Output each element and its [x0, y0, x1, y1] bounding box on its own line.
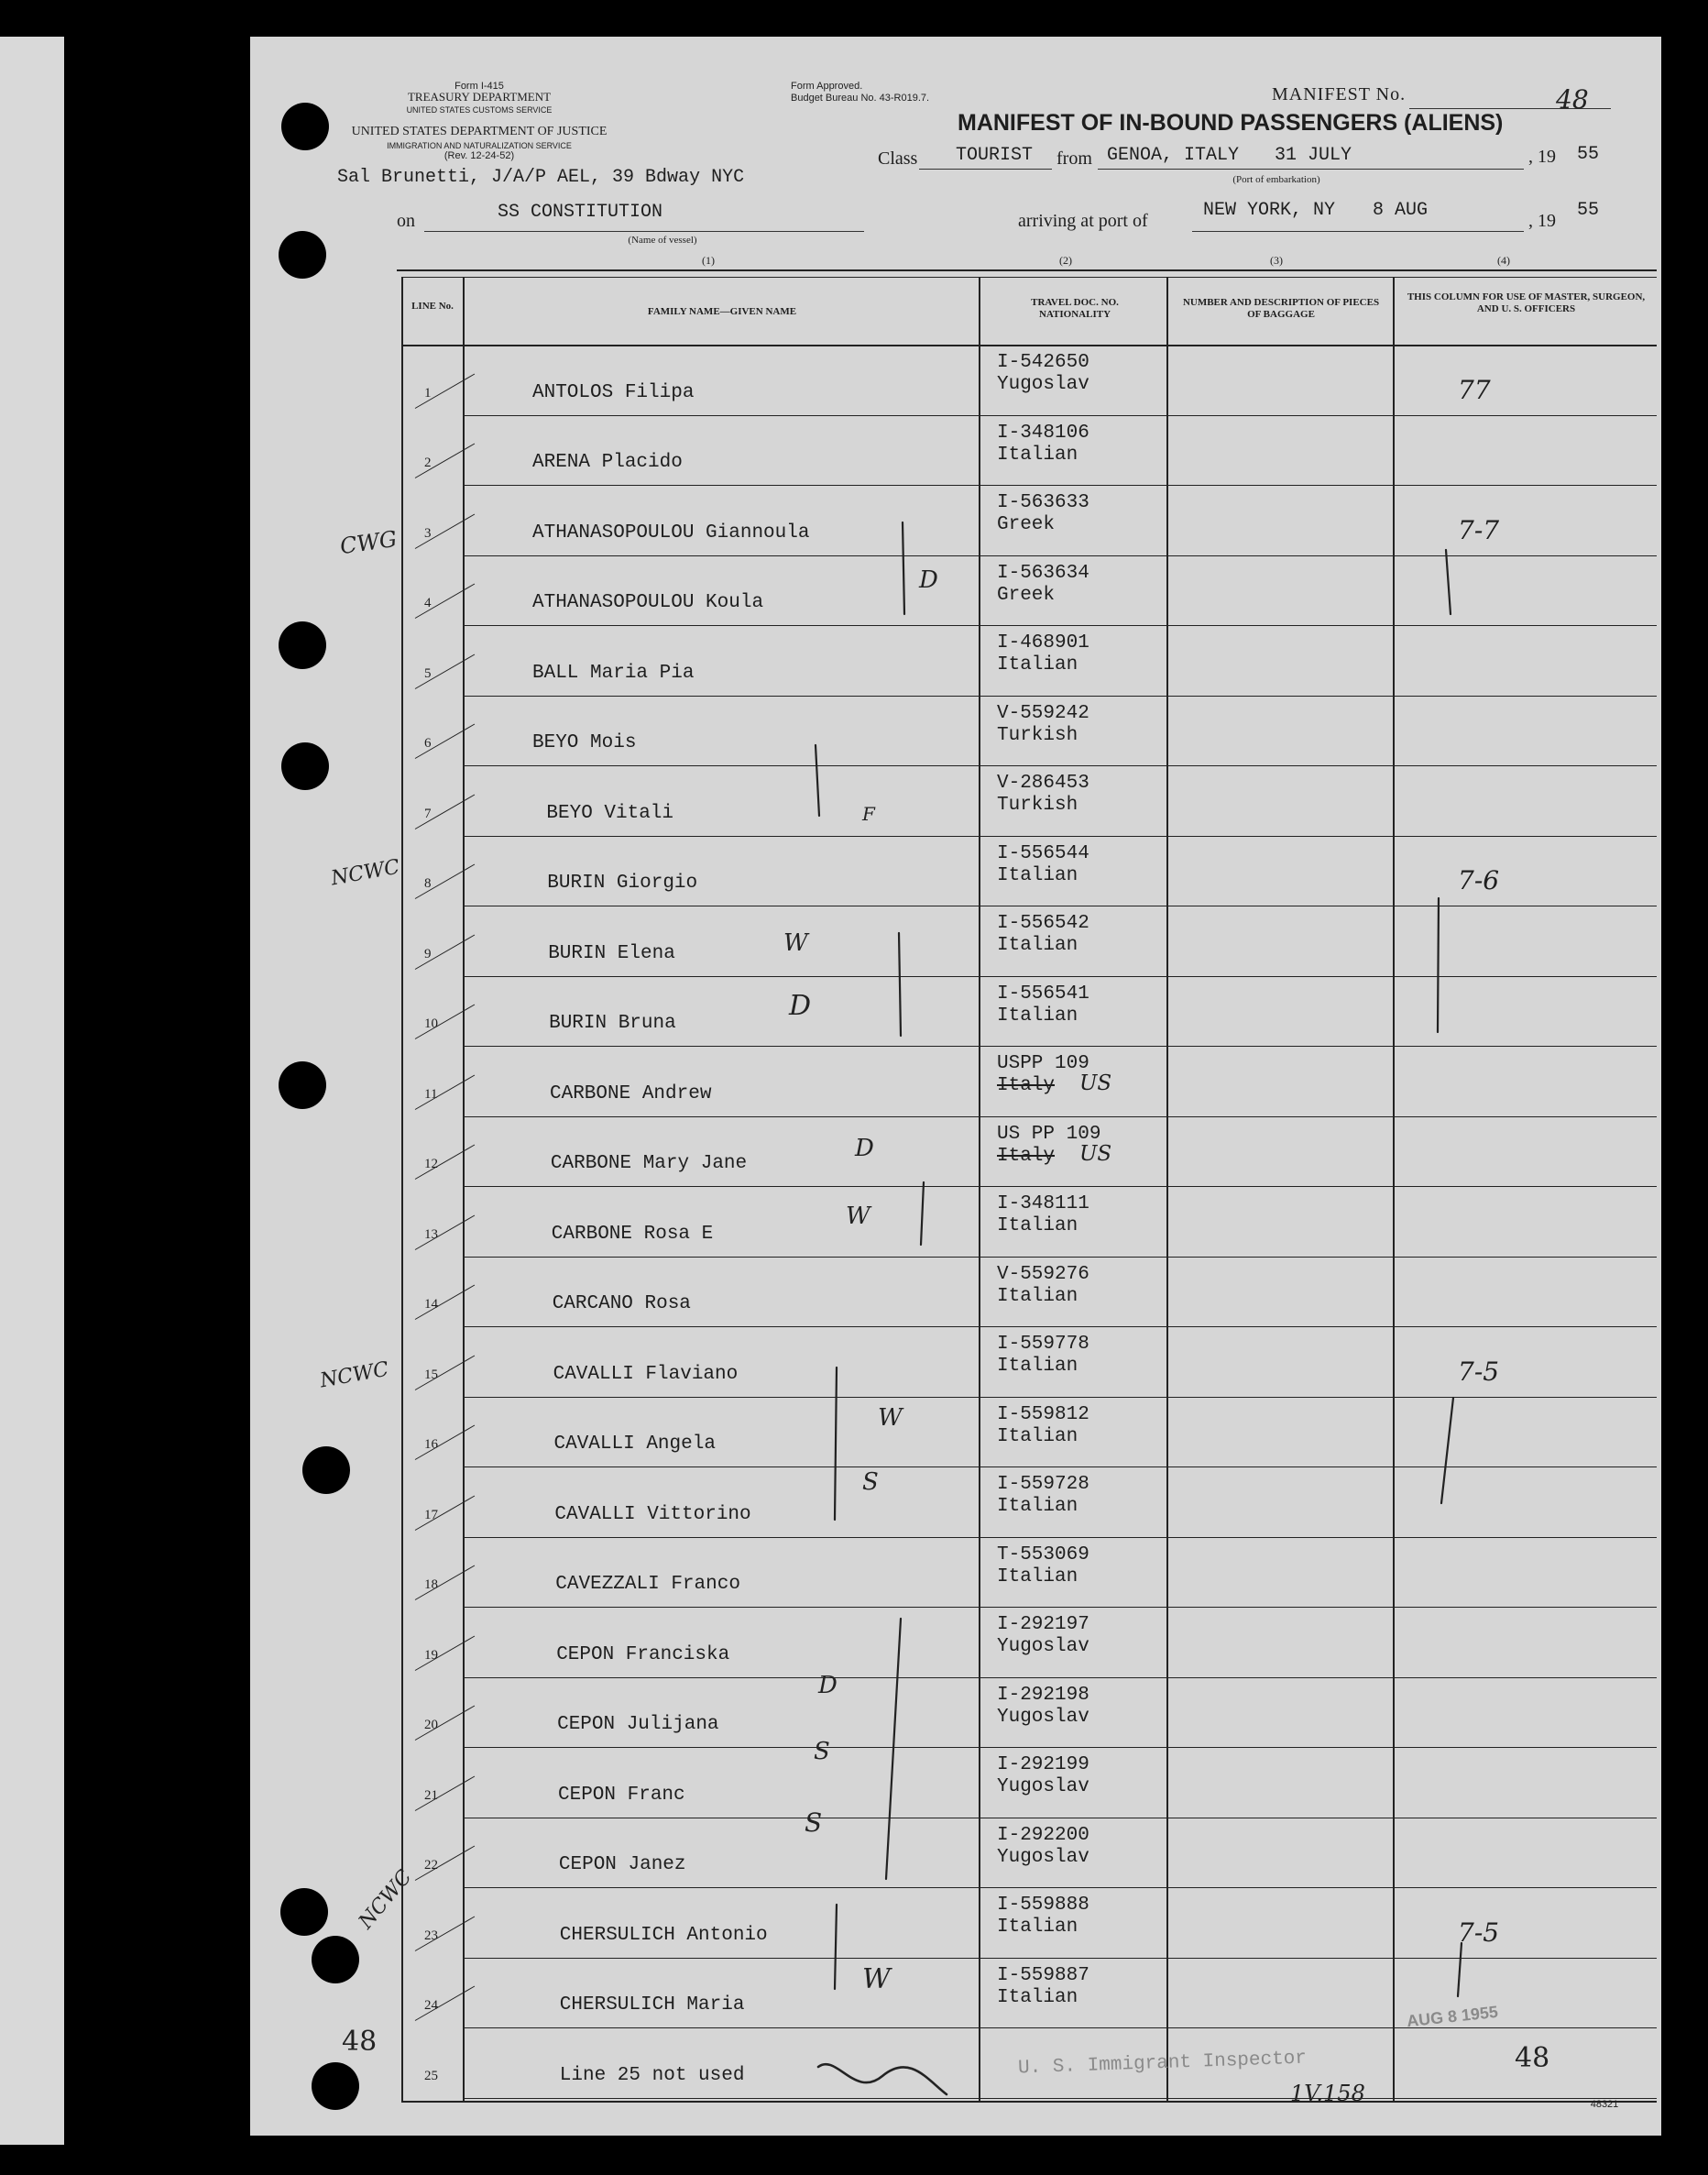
passenger-name: CAVALLI Flaviano	[553, 1363, 739, 1385]
bottom-code: 1V.158	[1290, 2081, 1365, 2106]
nationality: Italy	[997, 1075, 1056, 1096]
margin-note-3: CWG	[338, 525, 399, 560]
mark-d-20: D	[818, 1672, 838, 1699]
line-number: 16	[424, 1437, 438, 1452]
binder-hole	[281, 742, 329, 790]
inspector-stamp: U. S. Immigrant Inspector	[1017, 2048, 1308, 2080]
on-label: on	[397, 211, 415, 231]
passenger-name: BURIN Giorgio	[547, 873, 698, 894]
print-number: 48321	[1590, 2099, 1619, 2110]
form-number: Form I-415	[454, 81, 504, 92]
passenger-name: BALL Maria Pia	[532, 662, 695, 684]
nationality: Italian	[997, 654, 1078, 676]
travel-doc-number: I-542650	[997, 352, 1089, 373]
nationality: Italian	[997, 1285, 1078, 1307]
nationality-correction: US	[1079, 1071, 1112, 1095]
nationality: Greek	[997, 584, 1056, 606]
nationality: Italian	[997, 444, 1078, 466]
nationality: Italy	[997, 1145, 1056, 1167]
agent-line: Sal Brunetti, J/A/P AEL, 39 Bdway NYC	[337, 167, 745, 188]
nationality: Yugoslav	[997, 1776, 1089, 1797]
line-number: 25	[424, 2068, 438, 2083]
manifest-number: 48	[1556, 84, 1589, 115]
line-number: 20	[424, 1718, 438, 1732]
margin-note-15: NCWC	[318, 1357, 391, 1393]
binder-hole	[279, 231, 326, 279]
class-value: TOURIST	[956, 145, 1034, 166]
line-number: 18	[424, 1577, 438, 1592]
arriving-label: arriving at port of	[1018, 211, 1148, 231]
margin-strip	[0, 37, 64, 2145]
line-number: 24	[424, 1998, 438, 2013]
passenger-name: CAVALLI Vittorino	[554, 1503, 751, 1525]
embark-port: GENOA, ITALY	[1107, 145, 1240, 166]
passenger-name: CARBONE Andrew	[550, 1082, 712, 1104]
col-num-1: (1)	[702, 254, 715, 267]
col-num-4: (4)	[1497, 254, 1510, 267]
travel-doc-number: I-292198	[997, 1684, 1089, 1706]
mark-s-22: S	[805, 1807, 823, 1838]
travel-doc-number: I-348111	[997, 1193, 1089, 1214]
nationality: Italian	[997, 1565, 1078, 1587]
passenger-name: CARBONE Mary Jane	[550, 1153, 748, 1174]
mark-w-9: W	[783, 929, 808, 957]
nationality-correction: US	[1079, 1141, 1112, 1166]
nationality: Italian	[997, 1356, 1078, 1377]
mark-w-16: W	[878, 1404, 903, 1432]
port-caption: (Port of embarkation)	[1232, 174, 1320, 185]
col-num-2: (2)	[1059, 254, 1072, 267]
passenger-name: BURIN Elena	[548, 942, 675, 964]
revision: (Rev. 12-24-52)	[443, 150, 515, 161]
passenger-name: ARENA Placido	[532, 452, 683, 473]
line-number: 17	[424, 1507, 438, 1522]
from-label: from	[1057, 148, 1092, 169]
travel-doc-number: I-556541	[997, 983, 1089, 1005]
travel-doc-number: T-553069	[997, 1543, 1089, 1565]
travel-doc-number: US PP 109	[997, 1123, 1101, 1145]
passenger-name: BEYO Vitali	[546, 802, 674, 824]
passenger-name: ANTOLOS Filipa	[532, 381, 695, 403]
year-prefix-2: , 19	[1528, 211, 1556, 231]
mark-f-7: F	[862, 803, 875, 825]
treasury-dept: TREASURY DEPARTMENT	[407, 90, 552, 104]
travel-doc-number: I-559778	[997, 1334, 1089, 1355]
ins-service: IMMIGRATION AND NATURALIZATION SERVICE	[387, 141, 572, 150]
nationality: Italian	[997, 1986, 1078, 2008]
col-num-3: (3)	[1270, 254, 1283, 267]
travel-doc-number: V-559242	[997, 702, 1089, 724]
travel-doc-number: I-559888	[997, 1895, 1089, 1916]
line-number: 1	[424, 385, 432, 401]
binder-hole	[312, 2062, 359, 2110]
header-name: FAMILY NAME—GIVEN NAME	[647, 306, 797, 317]
manifest-label: MANIFEST No.	[1272, 84, 1407, 104]
year-prefix-1: , 19	[1528, 147, 1556, 167]
passenger-name: CARBONE Rosa E	[551, 1223, 714, 1245]
mark-d-4: D	[919, 566, 938, 594]
header-officers: THIS COLUMN FOR USE OF MASTER, SURGEON, AND U. S. OFFICERS	[1407, 291, 1646, 314]
passenger-name: CARCANO Rosa	[552, 1293, 691, 1314]
line-number: 14	[424, 1297, 438, 1312]
officer-note: 77	[1458, 374, 1491, 405]
line-number: 12	[424, 1157, 438, 1171]
line-number: 9	[424, 946, 432, 961]
nationality: Yugoslav	[997, 1636, 1089, 1657]
line-number: 10	[424, 1016, 438, 1031]
passenger-name: BEYO Mois	[532, 732, 637, 753]
nationality: Turkish	[997, 795, 1078, 816]
line-number: 6	[424, 736, 432, 751]
binder-hole	[302, 1446, 350, 1494]
travel-doc-number: USPP 109	[997, 1053, 1089, 1074]
travel-doc-number: I-556544	[997, 842, 1089, 864]
travel-doc-number: I-292200	[997, 1824, 1089, 1846]
passenger-name: Line 25 not used	[559, 2064, 745, 2086]
binder-hole	[279, 1061, 326, 1109]
line-number: 15	[424, 1367, 438, 1382]
nationality: Italian	[997, 1005, 1078, 1027]
line-number: 11	[424, 1086, 438, 1102]
header-travel-doc: TRAVEL DOC. NO. NATIONALITY	[1031, 297, 1119, 320]
nationality: Italian	[997, 935, 1078, 956]
nationality: Yugoslav	[997, 1706, 1089, 1728]
budget-bureau: Budget Bureau No. 43-R019.7.	[791, 93, 930, 104]
mark-d-12: D	[855, 1135, 874, 1162]
mark-w-13: W	[846, 1203, 870, 1230]
bottom-right-manifest: 48	[1515, 2042, 1550, 2074]
line-number: 8	[424, 876, 432, 891]
mark-d-10: D	[789, 990, 812, 1022]
travel-doc-number: V-286453	[997, 773, 1089, 794]
nationality: Turkish	[997, 724, 1078, 746]
vessel-name: SS CONSTITUTION	[498, 202, 663, 223]
passenger-name: CEPON Julijana	[557, 1714, 719, 1735]
passenger-name: ATHANASOPOULOU Koula	[532, 592, 764, 613]
travel-doc-number: I-468901	[997, 632, 1089, 654]
binder-hole	[279, 621, 326, 669]
nationality: Italian	[997, 864, 1078, 886]
travel-doc-number: I-559728	[997, 1474, 1089, 1495]
form-approved: Form Approved.	[791, 81, 863, 92]
travel-doc-number: I-563634	[997, 562, 1089, 584]
nationality: Italian	[997, 1425, 1078, 1447]
vessel-caption: (Name of vessel)	[628, 235, 697, 246]
line-number: 19	[424, 1647, 438, 1663]
line-number: 13	[424, 1226, 438, 1242]
line-number: 3	[424, 525, 432, 541]
margin-note-23: NCWC	[354, 1865, 417, 1934]
binder-hole	[312, 1936, 359, 1983]
officer-note: 7-6	[1458, 865, 1500, 895]
passenger-name: CEPON Janez	[558, 1854, 686, 1875]
embark-date: 31 JULY	[1275, 145, 1352, 166]
line-number: 22	[424, 1858, 438, 1873]
line-number: 21	[424, 1787, 438, 1803]
nationality: Yugoslav	[997, 1846, 1089, 1868]
officer-note: 7-5	[1458, 1917, 1500, 1948]
passenger-name: CEPON Franciska	[556, 1643, 730, 1665]
line-number: 2	[424, 456, 432, 470]
travel-doc-number: I-556542	[997, 913, 1089, 934]
travel-doc-number: I-292199	[997, 1754, 1089, 1775]
travel-doc-number: V-559276	[997, 1263, 1089, 1285]
passenger-name: ATHANASOPOULOU Giannoula	[532, 522, 810, 544]
officer-note: 7-5	[1458, 1356, 1500, 1387]
travel-doc-number: I-559887	[997, 1964, 1089, 1986]
date-stamp: AUG 8 1955	[1406, 2002, 1499, 2031]
header-baggage: NUMBER AND DESCRIPTION OF PIECES OF BAGGAGE	[1182, 297, 1380, 320]
travel-doc-number: I-348106	[997, 422, 1089, 444]
nationality: Italian	[997, 1215, 1078, 1236]
embark-year: 55	[1577, 144, 1600, 165]
justice-dept: UNITED STATES DEPARTMENT OF JUSTICE	[351, 125, 608, 138]
travel-doc-number: I-563633	[997, 492, 1089, 513]
binder-hole	[281, 103, 329, 150]
bottom-left-manifest: 48	[342, 2026, 378, 2058]
binder-hole	[280, 1888, 328, 1936]
manifest-title: MANIFEST OF IN-BOUND PASSENGERS (ALIENS)	[958, 110, 1504, 136]
passenger-name: CAVEZZALI Franco	[555, 1574, 740, 1595]
passenger-name: CHERSULICH Maria	[559, 1994, 745, 2016]
passenger-name: BURIN Bruna	[549, 1013, 676, 1034]
nationality: Italian	[997, 1496, 1078, 1517]
passenger-name: CAVALLI Angela	[553, 1434, 716, 1455]
passenger-name: CHERSULICH Antonio	[559, 1924, 768, 1946]
passenger-name: CEPON Franc	[558, 1784, 685, 1806]
arrival-year: 55	[1577, 200, 1600, 221]
class-label: Class	[878, 148, 918, 169]
customs-service: UNITED STATES CUSTOMS SERVICE	[406, 105, 553, 115]
arrival-date: 8 AUG	[1373, 200, 1429, 221]
margin-note-8: NCWC	[329, 855, 402, 891]
arrival-port: NEW YORK, NY	[1203, 200, 1336, 221]
travel-doc-number: I-559812	[997, 1403, 1089, 1425]
line-number: 4	[424, 596, 432, 610]
header-line-no: LINE No.	[411, 301, 454, 312]
travel-doc-number: I-292197	[997, 1614, 1089, 1635]
mark-s-21: S	[814, 1738, 830, 1765]
officer-note: 7-7	[1458, 514, 1500, 545]
manifest-page	[250, 37, 1661, 2136]
mark-w-24: W	[862, 1963, 891, 1995]
line-number: 23	[424, 1928, 438, 1943]
handwritten-brackets	[250, 37, 1661, 2136]
line-number: 7	[424, 806, 432, 821]
nationality: Italian	[997, 1917, 1078, 1938]
mark-s-17: S	[862, 1468, 879, 1496]
nationality: Yugoslav	[997, 374, 1089, 395]
line-number: 5	[424, 665, 432, 681]
nationality: Greek	[997, 514, 1056, 535]
